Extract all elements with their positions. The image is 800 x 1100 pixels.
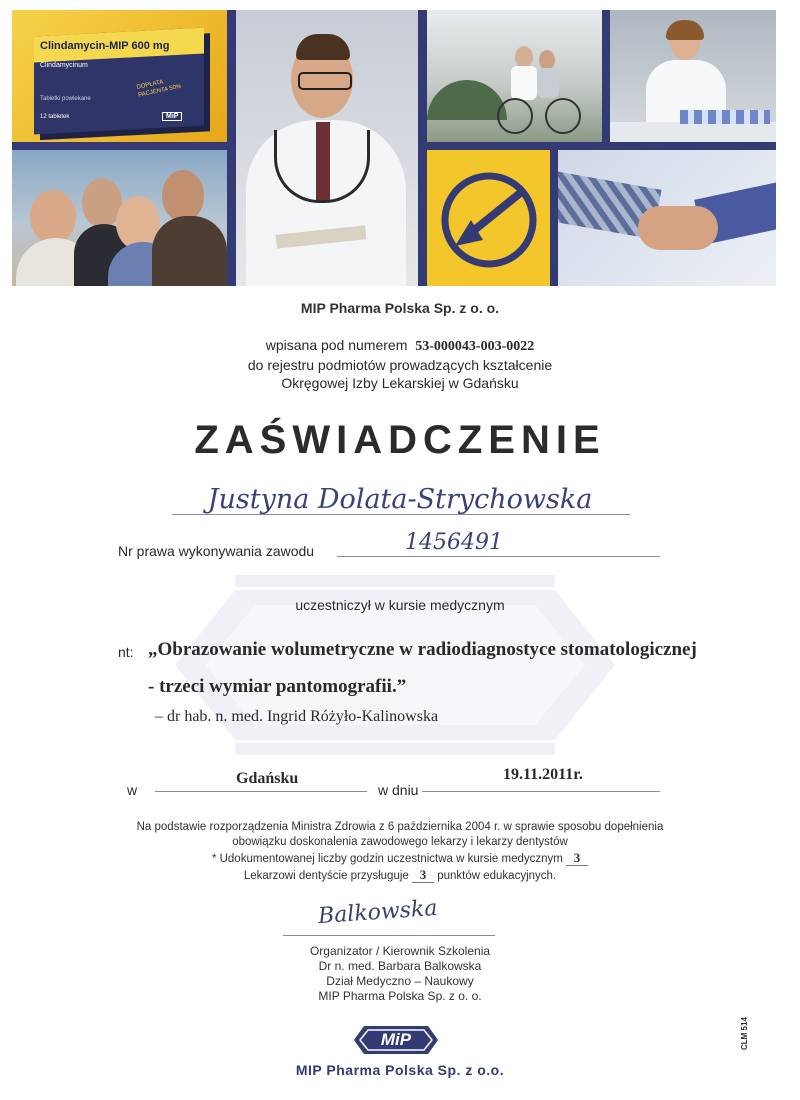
mip-watermark: [175, 560, 615, 770]
signature-block: [0, 944, 800, 1004]
license-label: Nr prawa wykonywania zawodu: [118, 543, 315, 559]
recipient-name: Justyna Dolata-Strychowska: [207, 484, 593, 515]
place-underline: [155, 791, 367, 792]
certificate-title: ZAŚWIADCZENIE: [194, 418, 606, 462]
hours-value: 3: [566, 850, 588, 866]
legal-line-4-suffix: punktów edukacyjnych.: [437, 870, 557, 882]
signature-underline: [283, 935, 495, 936]
product-generic: Clindamycinum: [40, 62, 88, 69]
registry-prefix: wpisana pod numerem: [265, 337, 408, 353]
registry-number: 53-000043-003-0022: [415, 339, 535, 354]
registry-line-3: Okręgowej Izby Lekarskiej w Gdańsku: [281, 375, 519, 391]
place-label: w: [127, 782, 138, 798]
product-count: 12 tabletek: [40, 114, 70, 120]
lecturer: – dr hab. n. med. Ingrid Różyło-Kalinowska: [155, 708, 439, 725]
license-underline: [337, 556, 660, 557]
registry-block: [0, 336, 800, 392]
organizer-company: MIP Pharma Polska Sp. z o. o.: [318, 989, 482, 1003]
laboratory-photo: [610, 10, 776, 142]
topic-line-1: „Obrazowanie wolumetryczne w radiodiagnostyce stomatologicznej: [148, 639, 697, 660]
date-label: w dniu: [378, 782, 419, 798]
product-badge: DOPŁATA PACJENTA 50%: [136, 79, 182, 99]
doctor-photo: [236, 10, 418, 286]
organizer-department: Dział Medyczno – Naukowy: [326, 974, 474, 988]
participation-text: uczestniczył w kursie medycznym: [295, 597, 505, 613]
organizer-name: Dr n. med. Barbara Balkowska: [318, 959, 482, 973]
family-photo: [12, 150, 227, 286]
legal-line-2: obowiązku doskonalenia zawodowego lekarzy i lekarzy dentystów: [232, 836, 568, 848]
signature: Balkowska: [317, 895, 439, 930]
arrow-logo-tile: [427, 150, 550, 286]
legal-line-4-prefix: Lekarzowi dentyście przysługuje: [243, 870, 409, 882]
arrow-circle-icon: [427, 150, 550, 286]
date-value: 19.11.2011r.: [503, 766, 583, 783]
product-logo: MiP: [162, 112, 182, 121]
mip-logo-text: MiP: [380, 1030, 412, 1049]
handshake-photo: [558, 150, 776, 286]
organizer-role: Organizator / Kierownik Szkolenia: [309, 944, 491, 958]
topic-label: nt:: [118, 644, 134, 660]
legal-line-1: Na podstawie rozporządzenia Ministra Zdrowia z 6 października 2004 r. w sprawie sposobu dopełnienia: [136, 821, 664, 833]
organization-name: MIP Pharma Polska Sp. z o. o.: [300, 300, 500, 316]
cyclists-photo: [427, 10, 602, 142]
place-value: Gdańsku: [236, 770, 299, 787]
license-number: 1456491: [405, 530, 503, 555]
registry-line-2: do rejestru podmiotów prowadzących kształcenie: [247, 357, 553, 373]
recipient-name-underline: [172, 514, 630, 515]
footer-company: MIP Pharma Polska Sp. z o.o.: [295, 1062, 505, 1078]
product-name: Clindamycin-MIP: [40, 40, 129, 52]
date-underline: [422, 791, 660, 792]
legal-line-3: * Udokumentowanej liczby godzin uczestnictwa w kursie medycznym: [211, 853, 563, 865]
product-subtext: Tabletki powlekane: [40, 96, 91, 102]
product-photo: [12, 10, 227, 142]
document-code: CLM 514: [740, 1017, 749, 1050]
header-photo-collage: [12, 10, 776, 286]
topic-line-2: - trzeci wymiar pantomografii.”: [148, 676, 407, 697]
legal-block: [0, 820, 800, 884]
product-dose: 600 mg: [131, 40, 170, 52]
points-value: 3: [412, 867, 434, 883]
mip-logo: [354, 1022, 438, 1058]
